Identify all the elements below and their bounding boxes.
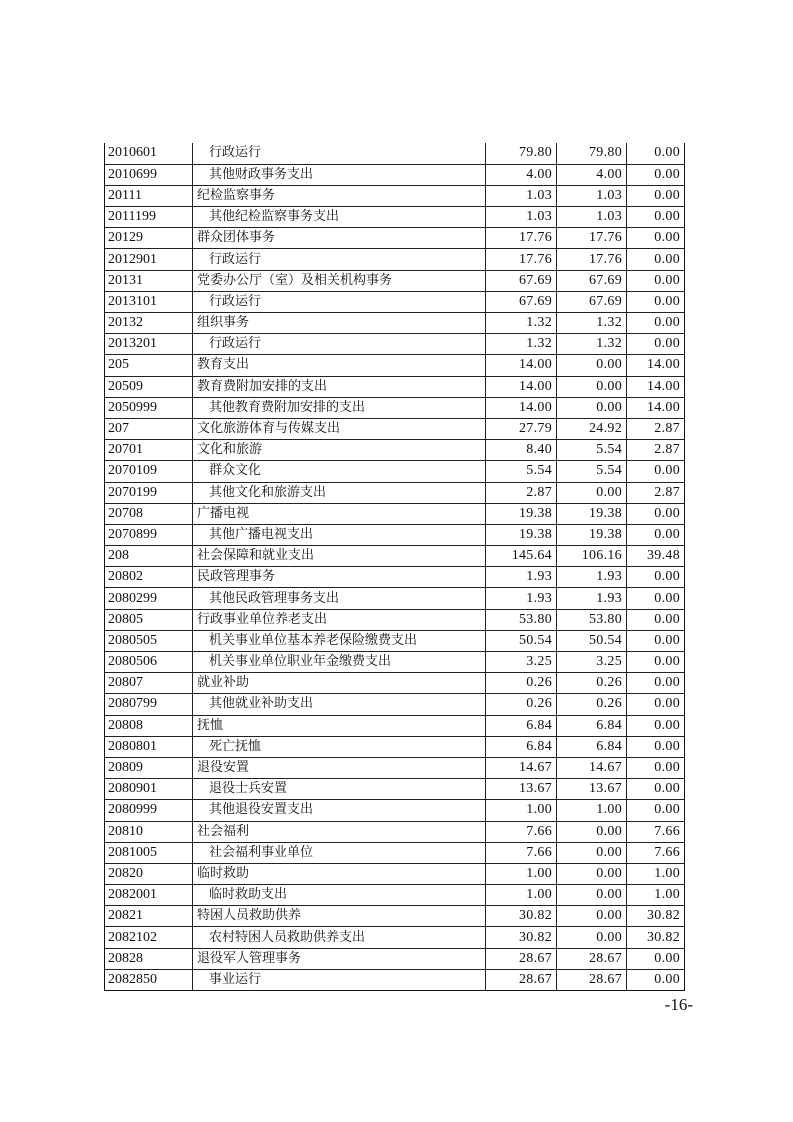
- project-expenditure-cell: 0.00: [627, 715, 685, 736]
- table-row: [105, 270, 685, 291]
- project-expenditure-cell: 2.87: [627, 418, 685, 439]
- project-expenditure-cell: 2.87: [627, 440, 685, 461]
- table-row: [105, 948, 685, 969]
- project-expenditure-cell: 0.00: [627, 969, 685, 990]
- subject-code-cell: 20111: [105, 185, 193, 206]
- subject-code-cell: 20810: [105, 821, 193, 842]
- basic-expenditure-cell: 1.03: [557, 185, 627, 206]
- subject-code-cell: 2081005: [105, 842, 193, 863]
- total-amount-cell: 14.00: [486, 376, 557, 397]
- total-amount-cell: 145.64: [486, 546, 557, 567]
- basic-expenditure-cell: 0.00: [557, 482, 627, 503]
- budget-expenditure-table: [104, 143, 685, 991]
- table-row: [105, 779, 685, 800]
- total-amount-cell: 53.80: [486, 609, 557, 630]
- total-amount-cell: 1.03: [486, 185, 557, 206]
- basic-expenditure-cell: 0.26: [557, 694, 627, 715]
- subject-name-cell: 教育支出: [193, 355, 486, 376]
- subject-code-cell: 20708: [105, 503, 193, 524]
- project-expenditure-cell: 0.00: [627, 757, 685, 778]
- total-amount-cell: 1.00: [486, 885, 557, 906]
- table-row: [105, 334, 685, 355]
- project-expenditure-cell: 0.00: [627, 207, 685, 228]
- subject-name-cell: 退役士兵安置: [193, 779, 486, 800]
- basic-expenditure-cell: 4.00: [557, 164, 627, 185]
- basic-expenditure-cell: 1.93: [557, 588, 627, 609]
- table-row: [105, 821, 685, 842]
- table-row: [105, 630, 685, 651]
- table-row: [105, 482, 685, 503]
- table-row: [105, 652, 685, 673]
- project-expenditure-cell: 0.00: [627, 313, 685, 334]
- subject-name-cell: 其他退役安置支出: [193, 800, 486, 821]
- subject-name-cell: 农村特困人员救助供养支出: [193, 927, 486, 948]
- subject-name-cell: 群众团体事务: [193, 228, 486, 249]
- project-expenditure-cell: 0.00: [627, 291, 685, 312]
- subject-name-cell: 社会福利: [193, 821, 486, 842]
- project-expenditure-cell: 0.00: [627, 524, 685, 545]
- subject-name-cell: 死亡抚恤: [193, 736, 486, 757]
- subject-name-cell: 纪检监察事务: [193, 185, 486, 206]
- subject-name-cell: 民政管理事务: [193, 567, 486, 588]
- basic-expenditure-cell: 1.00: [557, 800, 627, 821]
- subject-code-cell: 2080901: [105, 779, 193, 800]
- subject-name-cell: 抚恤: [193, 715, 486, 736]
- project-expenditure-cell: 0.00: [627, 270, 685, 291]
- basic-expenditure-cell: 0.00: [557, 397, 627, 418]
- table-row: [105, 313, 685, 334]
- basic-expenditure-cell: 106.16: [557, 546, 627, 567]
- total-amount-cell: 14.00: [486, 355, 557, 376]
- basic-expenditure-cell: 13.67: [557, 779, 627, 800]
- table-row: [105, 673, 685, 694]
- table-row: [105, 185, 685, 206]
- basic-expenditure-cell: 1.32: [557, 334, 627, 355]
- subject-name-cell: 社会保障和就业支出: [193, 546, 486, 567]
- project-expenditure-cell: 0.00: [627, 948, 685, 969]
- subject-code-cell: 2013101: [105, 291, 193, 312]
- subject-code-cell: 2080799: [105, 694, 193, 715]
- subject-code-cell: 2080505: [105, 630, 193, 651]
- table-body: [105, 143, 685, 991]
- project-expenditure-cell: 30.82: [627, 927, 685, 948]
- total-amount-cell: 79.80: [486, 143, 557, 164]
- subject-name-cell: 行政事业单位养老支出: [193, 609, 486, 630]
- total-amount-cell: 1.00: [486, 863, 557, 884]
- basic-expenditure-cell: 0.00: [557, 821, 627, 842]
- total-amount-cell: 13.67: [486, 779, 557, 800]
- subject-name-cell: 组织事务: [193, 313, 486, 334]
- total-amount-cell: 7.66: [486, 842, 557, 863]
- subject-code-cell: 205: [105, 355, 193, 376]
- project-expenditure-cell: 30.82: [627, 906, 685, 927]
- subject-code-cell: 20820: [105, 863, 193, 884]
- basic-expenditure-cell: 6.84: [557, 715, 627, 736]
- basic-expenditure-cell: 24.92: [557, 418, 627, 439]
- total-amount-cell: 1.32: [486, 313, 557, 334]
- table-row: [105, 863, 685, 884]
- subject-name-cell: 其他民政管理事务支出: [193, 588, 486, 609]
- subject-code-cell: 2012901: [105, 249, 193, 270]
- table-row: [105, 461, 685, 482]
- subject-code-cell: 20509: [105, 376, 193, 397]
- table-row: [105, 736, 685, 757]
- subject-code-cell: 20805: [105, 609, 193, 630]
- subject-name-cell: 退役安置: [193, 757, 486, 778]
- total-amount-cell: 2.87: [486, 482, 557, 503]
- project-expenditure-cell: 0.00: [627, 588, 685, 609]
- basic-expenditure-cell: 0.26: [557, 673, 627, 694]
- total-amount-cell: 7.66: [486, 821, 557, 842]
- subject-code-cell: 2070899: [105, 524, 193, 545]
- project-expenditure-cell: 0.00: [627, 334, 685, 355]
- subject-name-cell: 行政运行: [193, 249, 486, 270]
- subject-code-cell: 2082850: [105, 969, 193, 990]
- total-amount-cell: 67.69: [486, 291, 557, 312]
- project-expenditure-cell: 14.00: [627, 355, 685, 376]
- total-amount-cell: 67.69: [486, 270, 557, 291]
- project-expenditure-cell: 0.00: [627, 185, 685, 206]
- project-expenditure-cell: 39.48: [627, 546, 685, 567]
- subject-code-cell: 2011199: [105, 207, 193, 228]
- subject-code-cell: 2010601: [105, 143, 193, 164]
- project-expenditure-cell: 14.00: [627, 376, 685, 397]
- total-amount-cell: 0.26: [486, 673, 557, 694]
- basic-expenditure-cell: 53.80: [557, 609, 627, 630]
- total-amount-cell: 6.84: [486, 736, 557, 757]
- table-row: [105, 397, 685, 418]
- table-row: [105, 588, 685, 609]
- basic-expenditure-cell: 17.76: [557, 249, 627, 270]
- table-row: [105, 546, 685, 567]
- project-expenditure-cell: 0.00: [627, 461, 685, 482]
- project-expenditure-cell: 7.66: [627, 842, 685, 863]
- table-row: [105, 567, 685, 588]
- subject-code-cell: 20807: [105, 673, 193, 694]
- basic-expenditure-cell: 0.00: [557, 885, 627, 906]
- total-amount-cell: 19.38: [486, 503, 557, 524]
- table-row: [105, 249, 685, 270]
- subject-name-cell: 行政运行: [193, 334, 486, 355]
- table-row: [105, 355, 685, 376]
- basic-expenditure-cell: 17.76: [557, 228, 627, 249]
- total-amount-cell: 28.67: [486, 969, 557, 990]
- basic-expenditure-cell: 0.00: [557, 927, 627, 948]
- total-amount-cell: 4.00: [486, 164, 557, 185]
- subject-code-cell: 2070199: [105, 482, 193, 503]
- subject-name-cell: 其他财政事务支出: [193, 164, 486, 185]
- total-amount-cell: 6.84: [486, 715, 557, 736]
- subject-name-cell: 机关事业单位职业年金缴费支出: [193, 652, 486, 673]
- subject-name-cell: 行政运行: [193, 291, 486, 312]
- subject-name-cell: 临时救助支出: [193, 885, 486, 906]
- basic-expenditure-cell: 0.00: [557, 376, 627, 397]
- basic-expenditure-cell: 19.38: [557, 524, 627, 545]
- subject-name-cell: 社会福利事业单位: [193, 842, 486, 863]
- project-expenditure-cell: 14.00: [627, 397, 685, 418]
- subject-code-cell: 2080506: [105, 652, 193, 673]
- subject-code-cell: 2080999: [105, 800, 193, 821]
- project-expenditure-cell: 0.00: [627, 694, 685, 715]
- subject-code-cell: 20129: [105, 228, 193, 249]
- total-amount-cell: 30.82: [486, 906, 557, 927]
- basic-expenditure-cell: 19.38: [557, 503, 627, 524]
- basic-expenditure-cell: 67.69: [557, 270, 627, 291]
- subject-code-cell: 20821: [105, 906, 193, 927]
- table-row: [105, 969, 685, 990]
- table-row: [105, 524, 685, 545]
- table-row: [105, 842, 685, 863]
- subject-name-cell: 其他文化和旅游支出: [193, 482, 486, 503]
- subject-name-cell: 广播电视: [193, 503, 486, 524]
- total-amount-cell: 1.03: [486, 207, 557, 228]
- table-row: [105, 694, 685, 715]
- table-row: [105, 885, 685, 906]
- subject-code-cell: 208: [105, 546, 193, 567]
- basic-expenditure-cell: 0.00: [557, 355, 627, 376]
- project-expenditure-cell: 0.00: [627, 143, 685, 164]
- total-amount-cell: 50.54: [486, 630, 557, 651]
- page-number: -16-: [664, 995, 693, 1014]
- subject-name-cell: 教育费附加安排的支出: [193, 376, 486, 397]
- basic-expenditure-cell: 0.00: [557, 842, 627, 863]
- subject-code-cell: 20701: [105, 440, 193, 461]
- total-amount-cell: 3.25: [486, 652, 557, 673]
- project-expenditure-cell: 0.00: [627, 800, 685, 821]
- total-amount-cell: 17.76: [486, 249, 557, 270]
- subject-code-cell: 207: [105, 418, 193, 439]
- table-row: [105, 228, 685, 249]
- table-row: [105, 440, 685, 461]
- subject-code-cell: 2070109: [105, 461, 193, 482]
- subject-code-cell: 20828: [105, 948, 193, 969]
- project-expenditure-cell: 2.87: [627, 482, 685, 503]
- subject-code-cell: 20809: [105, 757, 193, 778]
- subject-name-cell: 其他纪检监察事务支出: [193, 207, 486, 228]
- total-amount-cell: 1.00: [486, 800, 557, 821]
- subject-name-cell: 其他广播电视支出: [193, 524, 486, 545]
- subject-name-cell: 退役军人管理事务: [193, 948, 486, 969]
- subject-name-cell: 其他就业补助支出: [193, 694, 486, 715]
- table-row: [105, 207, 685, 228]
- table-row: [105, 715, 685, 736]
- project-expenditure-cell: 0.00: [627, 228, 685, 249]
- project-expenditure-cell: 7.66: [627, 821, 685, 842]
- total-amount-cell: 1.93: [486, 567, 557, 588]
- project-expenditure-cell: 0.00: [627, 609, 685, 630]
- table-row: [105, 143, 685, 164]
- basic-expenditure-cell: 0.00: [557, 906, 627, 927]
- project-expenditure-cell: 0.00: [627, 567, 685, 588]
- table-row: [105, 376, 685, 397]
- basic-expenditure-cell: 28.67: [557, 948, 627, 969]
- project-expenditure-cell: 0.00: [627, 249, 685, 270]
- table-row: [105, 418, 685, 439]
- total-amount-cell: 17.76: [486, 228, 557, 249]
- project-expenditure-cell: 0.00: [627, 164, 685, 185]
- basic-expenditure-cell: 5.54: [557, 461, 627, 482]
- table-row: [105, 164, 685, 185]
- table-row: [105, 757, 685, 778]
- total-amount-cell: 1.93: [486, 588, 557, 609]
- subject-code-cell: 2080801: [105, 736, 193, 757]
- project-expenditure-cell: 1.00: [627, 885, 685, 906]
- total-amount-cell: 28.67: [486, 948, 557, 969]
- table-row: [105, 503, 685, 524]
- total-amount-cell: 1.32: [486, 334, 557, 355]
- subject-name-cell: 党委办公厅（室）及相关机构事务: [193, 270, 486, 291]
- subject-name-cell: 文化和旅游: [193, 440, 486, 461]
- subject-name-cell: 事业运行: [193, 969, 486, 990]
- subject-code-cell: 2082001: [105, 885, 193, 906]
- subject-name-cell: 群众文化: [193, 461, 486, 482]
- basic-expenditure-cell: 5.54: [557, 440, 627, 461]
- subject-code-cell: 2013201: [105, 334, 193, 355]
- basic-expenditure-cell: 79.80: [557, 143, 627, 164]
- subject-name-cell: 临时救助: [193, 863, 486, 884]
- subject-name-cell: 特困人员救助供养: [193, 906, 486, 927]
- basic-expenditure-cell: 28.67: [557, 969, 627, 990]
- table-row: [105, 800, 685, 821]
- table-row: [105, 609, 685, 630]
- total-amount-cell: 30.82: [486, 927, 557, 948]
- project-expenditure-cell: 0.00: [627, 503, 685, 524]
- table-row: [105, 906, 685, 927]
- basic-expenditure-cell: 0.00: [557, 863, 627, 884]
- subject-code-cell: 2050999: [105, 397, 193, 418]
- total-amount-cell: 14.00: [486, 397, 557, 418]
- project-expenditure-cell: 1.00: [627, 863, 685, 884]
- basic-expenditure-cell: 6.84: [557, 736, 627, 757]
- total-amount-cell: 8.40: [486, 440, 557, 461]
- budget-table-container: [104, 143, 684, 991]
- basic-expenditure-cell: 1.03: [557, 207, 627, 228]
- total-amount-cell: 19.38: [486, 524, 557, 545]
- basic-expenditure-cell: 1.93: [557, 567, 627, 588]
- subject-code-cell: 2010699: [105, 164, 193, 185]
- project-expenditure-cell: 0.00: [627, 673, 685, 694]
- table-row: [105, 927, 685, 948]
- basic-expenditure-cell: 67.69: [557, 291, 627, 312]
- total-amount-cell: 5.54: [486, 461, 557, 482]
- project-expenditure-cell: 0.00: [627, 652, 685, 673]
- project-expenditure-cell: 0.00: [627, 736, 685, 757]
- subject-name-cell: 行政运行: [193, 143, 486, 164]
- subject-code-cell: 20132: [105, 313, 193, 334]
- basic-expenditure-cell: 1.32: [557, 313, 627, 334]
- subject-code-cell: 20131: [105, 270, 193, 291]
- subject-code-cell: 2082102: [105, 927, 193, 948]
- basic-expenditure-cell: 14.67: [557, 757, 627, 778]
- subject-name-cell: 文化旅游体育与传媒支出: [193, 418, 486, 439]
- total-amount-cell: 0.26: [486, 694, 557, 715]
- subject-name-cell: 其他教育费附加安排的支出: [193, 397, 486, 418]
- project-expenditure-cell: 0.00: [627, 630, 685, 651]
- total-amount-cell: 27.79: [486, 418, 557, 439]
- subject-code-cell: 20802: [105, 567, 193, 588]
- subject-name-cell: 机关事业单位基本养老保险缴费支出: [193, 630, 486, 651]
- subject-name-cell: 就业补助: [193, 673, 486, 694]
- subject-code-cell: 20808: [105, 715, 193, 736]
- subject-code-cell: 2080299: [105, 588, 193, 609]
- total-amount-cell: 14.67: [486, 757, 557, 778]
- project-expenditure-cell: 0.00: [627, 779, 685, 800]
- basic-expenditure-cell: 3.25: [557, 652, 627, 673]
- table-row: [105, 291, 685, 312]
- basic-expenditure-cell: 50.54: [557, 630, 627, 651]
